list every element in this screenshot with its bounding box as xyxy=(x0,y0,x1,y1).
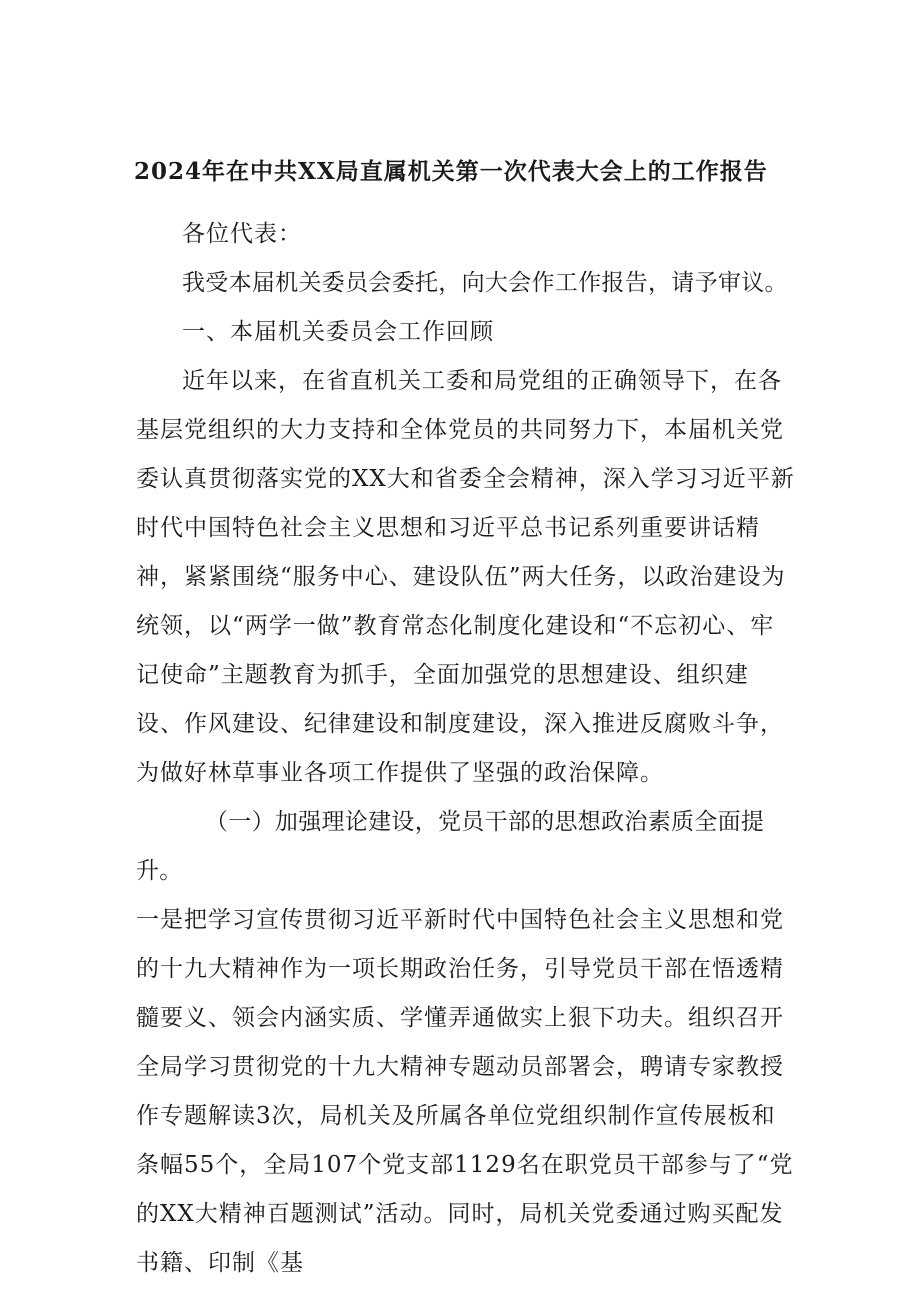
document-body xyxy=(136,210,796,1288)
document-title: 2024年在中共XX局直属机关第一次代表大会上的工作报告 xyxy=(134,158,768,185)
section-heading: 一、本届机关委员会工作回顾 xyxy=(182,319,494,345)
body-paragraph: 近年以来，在省直机关工委和局党组的正确领导下，在各基层党组织的大力支持和全体党员的共同努力下，本届机关党委认真贯彻落实党的XX大和省委全会精神，深入学习习近平新时代中国特色社会主义思想和习近平总书记系列重要讲话精神，紧紧围绕“服务中心、建设队伍”两大任务，以政治建设为统领，以“两学一做”教育常态化制度化建设和“不忘初心、牢记使命”主题教育为抓手，全面加强党的思想建设、组织建设、作风建设、纪律建设和制度建设，深入推进反腐败斗争，为做好林草事业各项工作提供了坚强的政治保障。 xyxy=(136,368,795,786)
salutation: 各位代表： xyxy=(182,221,302,247)
body-paragraph: 一是把学习宣传贯彻习近平新时代中国特色社会主义思想和党的十九大精神作为一项长期政治任务，引导党员干部在悟透精髓要义、领会内涵实质、学懂弄通做实上狠下功夫。组织召开全局学习贯彻党的十九大精神专题动员部署会，聘请专家教授作专题解读3次，局机关及所属各单位党组织制作宣传展板和条幅55个，全局107个党支部1129名在职党员干部参与了“党的XX大精神百题测试”活动。同时，局机关党委通过购买配发书籍、印制《基 xyxy=(136,907,794,1276)
subsection-heading: （一）加强理论建设，党员干部的思想政治素质全面提升。 xyxy=(136,809,765,884)
intro-paragraph: 我受本届机关委员会委托，向大会作工作报告，请予审议。 xyxy=(182,270,788,296)
